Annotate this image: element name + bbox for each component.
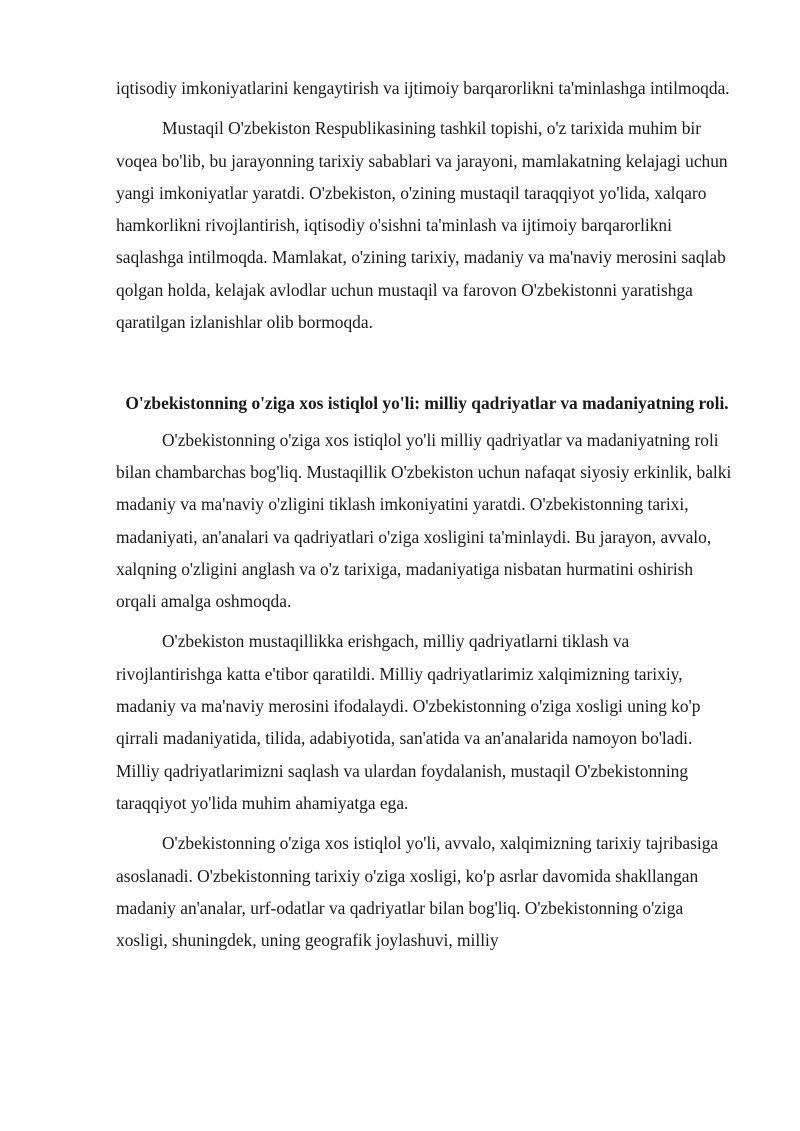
paragraph-historical-experience: O'zbekistonning o'ziga xos istiqlol yo'li, avvalo, xalqimizning tarixiy tajribasiga asoslanadi. O'zbekistonning tarixiy o'ziga xosligi, ko'p asrlar davomida shakllangan madaniy an'analar, urf-odatlar va qadriyatlar bilan bog'liq. O'zbekistonning o'ziga xosligi, shuningdek, uning geografik joylashuvi, milliy — [116, 833, 719, 951]
section-heading: O'zbekistonning o'ziga xos istiqlol yo'li: milliy qadriyatlar va madaniyatning roli. — [125, 393, 729, 414]
section-spacer — [116, 346, 738, 387]
paragraph-values-role: O'zbekistonning o'ziga xos istiqlol yo'li milliy qadriyatlar va madaniyatning roli bilan chambarchas bog'liq. Mustaqillik O'zbekiston uchun nafaqat siyosiy erkinlik, balki madaniy va ma'naviy o'zligini tiklash imkoniyatini yaratdi. O'zbekistonning tarixi, madaniyati, an'analari va qadriyatlari o'ziga xosligini ta'minlaydi. Bu jarayon, avvalo, xalqning o'zligini anglash va o'z tarixiga, madaniyatiga nisbatan hurmatini oshirish orqali amalga oshmoqda. — [116, 429, 732, 612]
document-page — [116, 72, 738, 964]
paragraph-continuation: iqtisodiy imkoniyatlarini kengaytirish va ijtimoiy barqarorlikni ta'minlashga intilmoqda. — [116, 78, 730, 98]
paragraph-national-values: O'zbekiston mustaqillikka erishgach, milliy qadriyatlarni tiklash va rivojlantirishga katta e'tibor qaratildi. Milliy qadriyatlarimiz xalqimizning tarixiy, madaniy va ma'naviy merosini ifodalaydi. O'zbekistonning o'ziga xosligi uning ko'p qirrali madaniyatida, tilida, adabiyotida, san'atida va an'analarida namoyon bo'ladi. Milliy qadriyatlarimizni saqlash va ulardan foydalanish, mustaqil O'zbekistonning taraqqiyot yo'lida muhim ahamiyatga ega. — [116, 631, 701, 813]
paragraph-independence: Mustaqil O'zbekiston Respublikasining tashkil topishi, o'z tarixida muhim bir voqea bo'lib, bu jarayonning tarixiy sabablari va jarayoni, mamlakatning kelajagi uchun yangi imkoniyatlar yaratdi. O'zbekiston, o'zining mustaqil taraqqiyot yo'lida, xalqaro hamkorlikni rivojlantirish, iqtisodiy o'sishni ta'minlash va ijtimoiy barqarorlikni saqlashga intilmoqda. Mamlakat, o'zining tarixiy, madaniy va ma'naviy merosini saqlab qolgan holda, kelajak avlodlar uchun mustaqil va farovon O'zbekistonni yaratishga qaratilgan izlanishlar olib bormoqda. — [116, 118, 728, 333]
